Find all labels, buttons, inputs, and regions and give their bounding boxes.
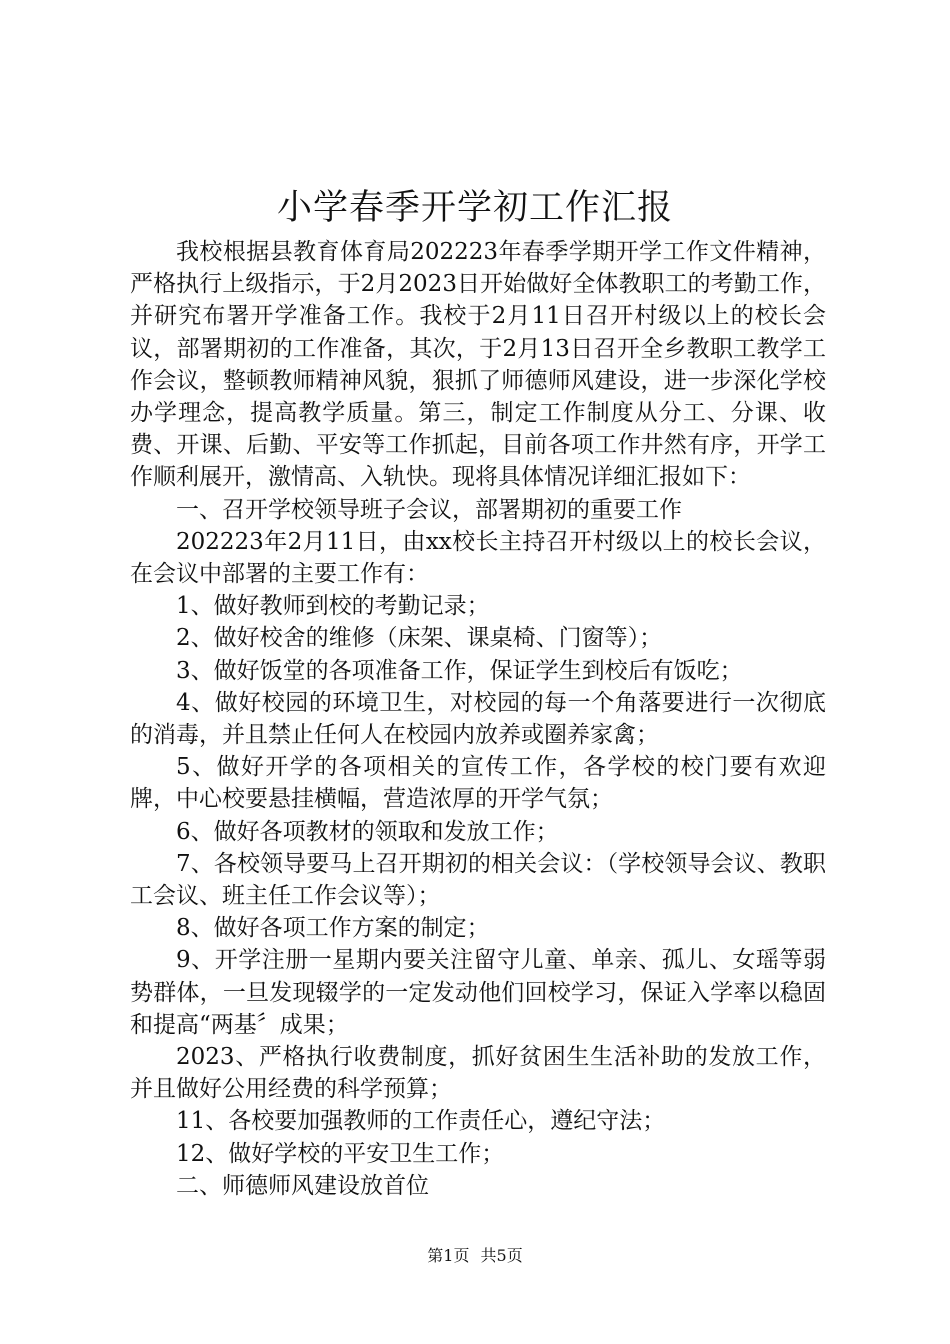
list-item: 6、做好各项教材的领取和发放工作； (176, 818, 559, 845)
page-total: 共5页 (480, 1246, 523, 1265)
list-item: 3、做好饭堂的各项准备工作，保证学生到校后有饭吃； (176, 657, 743, 684)
section-heading: 二、师德师风建设放首位 (176, 1172, 429, 1199)
list-item: 12、做好学校的平安卫生工作； (176, 1140, 505, 1167)
paragraph: 我校根据县教育体育局202223年春季学期开学工作文件精神，严格执行上级指示，于2月2023日开始做好全体教职工的考勤工作，并研究布署开学准备工作。我校于2月11日召开村级以上的校长会议，部署期初的工作准备，其次，于2月13日召开全乡教职工教学工作会议，整顿教师精神风貌，狠抓了师德师风建设，进一步深化学校办学理念，提高教学质量。第三，制定工作制度从分工、分课、收费、开课、后勤、平安等工作抓起，目前各项工作井然有序，开学工作顺利展开，激情高、入轨快。现将具体情况详细汇报如下： (130, 239, 826, 491)
document-title: 小学春季开学初工作汇报 (276, 188, 673, 228)
page-footer (0, 1245, 950, 1267)
section-heading: 一、召开学校领导班子会议，部署期初的重要工作 (176, 496, 682, 523)
paragraph: 202223年2月11日，由xx校长主持召开村级以上的校长会议，在会议中部署的主要工作有： (130, 528, 826, 588)
document-body (130, 236, 826, 1202)
list-item: 9、开学注册一星期内要关注留守儿童、单亲、孤儿、女瑶等弱势群体，一旦发现辍学的一定发动他们回校学习，保证入学率以稳固和提高“两基〞成果； (130, 947, 826, 1038)
list-item: 2、做好校舍的维修（床架、课桌椅、门窗等）； (176, 625, 663, 652)
page-number: 第1页 (427, 1246, 470, 1265)
list-item: 2023、严格执行收费制度，抓好贫困生生活补助的发放工作，并且做好公用经费的科学预算； (130, 1044, 826, 1103)
list-item: 11、各校要加强教师的工作责任心，遵纪守法； (176, 1108, 666, 1135)
list-item: 7、各校领导要马上召开期初的相关会议：（学校领导会议、教职工会议、班主任工作会议等）； (130, 850, 826, 910)
list-item: 8、做好各项工作方案的制定； (176, 915, 490, 942)
list-item: 1、做好教师到校的考勤记录； (176, 593, 490, 620)
list-item: 4、做好校园的环境卫生，对校园的每一个角落要进行一次彻底的消毒，并且禁止任何人在校园内放养或圈养家禽； (130, 689, 826, 749)
list-item: 5、做好开学的各项相关的宣传工作，各学校的校门要有欢迎牌，中心校要悬挂横幅，营造浓厚的开学气氛； (130, 754, 826, 813)
